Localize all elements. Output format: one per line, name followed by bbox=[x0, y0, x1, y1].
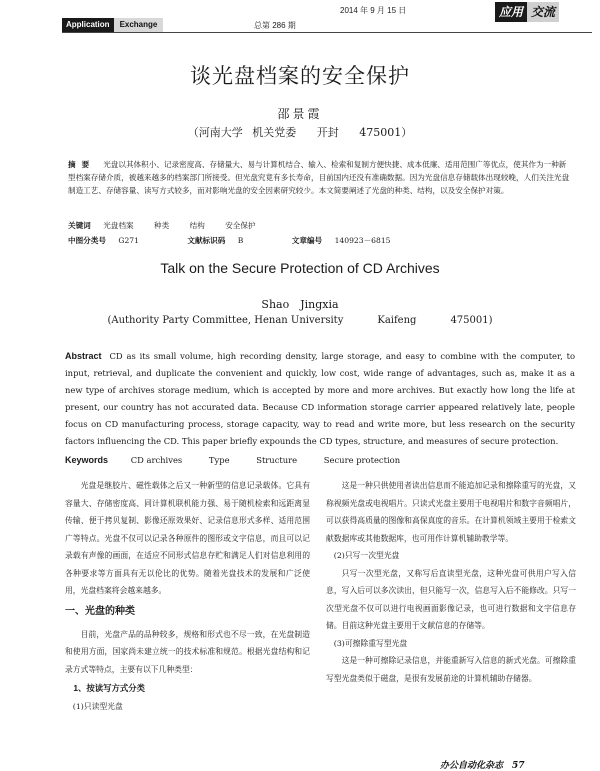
en-affiliation-city: Kaifeng bbox=[377, 315, 417, 326]
article-value: 140923－6815 bbox=[334, 236, 391, 245]
en-keyword: Structure bbox=[256, 455, 298, 465]
cn-affiliation: （河南大学 机关党委 开封 475001） bbox=[187, 126, 413, 139]
issue-number: 总第 286 期 bbox=[254, 21, 296, 30]
en-keyword: Secure protection bbox=[323, 455, 401, 465]
article-label: 文章编号 bbox=[291, 236, 323, 245]
en-affiliation-zip: 475001) bbox=[450, 315, 493, 326]
en-abstract bbox=[65, 348, 575, 451]
en-keywords bbox=[65, 455, 575, 465]
en-affiliation-org: (Authority Party Committee, Henan University bbox=[107, 315, 344, 326]
en-affiliation bbox=[0, 315, 600, 326]
en-title: Talk on the Secure Protection of CD Archives bbox=[160, 260, 440, 276]
cn-keywords-label: 关键词 bbox=[68, 221, 91, 230]
body-paragraph: 光盘是继胶片、磁性载体之后又一种新型的信息记录载体。它具有容量大、存储密度高、同计算机联机能力强、易于随机检索和远距离显传输、便于拷贝复制、影像还原效果好、记录信息形式多样、适用范围广等特点。光盘不仅可以记录各种原件的图形或文字信息，而且可以记录载有声像的画面，在适应不同形式信息存贮和满足人们对信息利用的各种要求等方面具有无以伦比的优势。随着光盘技术的发展和广泛使用，光盘档案将会越来越多。 bbox=[65, 481, 310, 595]
en-abstract-label: Abstract bbox=[65, 351, 102, 361]
en-abstract-text: CD as its small volume, high recording density, large storage, and easy to combine with the computer, to input, retrieval, and duplicate the convenient and quickly, low cost, wide range of advantages, such as, make it as a new type of archives storage medium, which is accepted by more and more archives. But exactly how long the life at present, our country has not accurated data. Because CD information storage carrier appeared relatively late, people focus on CD manufacturing process, storage capacity, way to read and write more, but less research on the security factors influencing the CD. This paper briefly expounds the CD types, structure, and measures of secure protection. bbox=[65, 351, 575, 447]
section-badge-b: 交流 bbox=[527, 2, 559, 22]
issue-date: 2014 年 9 月 15 日 bbox=[340, 6, 407, 15]
en-keyword: CD archives bbox=[130, 455, 183, 465]
page-footer: 办公自动化杂志 57 bbox=[440, 761, 525, 771]
cn-keyword: 结构 bbox=[189, 221, 205, 230]
en-keyword: Type bbox=[208, 455, 230, 465]
cn-keyword: 种类 bbox=[154, 221, 170, 230]
section-badge bbox=[495, 2, 595, 22]
section-badge-a: 应用 bbox=[495, 2, 527, 22]
cn-author: 邵景霞 bbox=[277, 107, 323, 121]
subsection-heading: 1、按读写方式分类 bbox=[73, 683, 146, 693]
cn-title: 谈光盘档案的安全保护 bbox=[190, 64, 410, 88]
cn-abstract-label: 摘要 bbox=[68, 160, 96, 169]
body-paragraph: 这是一种可擦除记录信息，并能重新写入信息的新式光盘。可擦除重写型光盘类似于磁盘，是很有发展前途的计算机辅助存储器。 bbox=[326, 656, 576, 683]
sub-heading: (1)只读型光盘 bbox=[72, 701, 123, 711]
body-left-column bbox=[65, 477, 310, 715]
cn-keyword: 光盘档案 bbox=[103, 221, 134, 230]
en-author: Shao Jingxia bbox=[261, 298, 339, 311]
sub-heading: (3)可擦除重写型光盘 bbox=[333, 638, 408, 648]
doccode-value: B bbox=[237, 236, 244, 245]
body-paragraph: 这是一种只供使用者读出信息而不能追加记录和擦除重写的光盘，又称视频光盘或电视唱片。只读式光盘主要用于电视唱片和数字音频唱片，可以获得高质量的图像和高保真度的音乐。在计算机领域主要用于检索文献数据库或其他数据库，也可用作计算机辅助教学等。 bbox=[326, 481, 576, 543]
header-brand bbox=[62, 18, 163, 32]
body-paragraph: 只写一次型光盘，又称写后直读型光盘，这种光盘可供用户写入信息，写入后可以多次读出，但只能写一次，信息写入后不能修改。只写一次型光盘不仅可以进行电视画面影像记录，也可进行数据和文字信息存储。目前这种光盘主要用于文献信息的存储等。 bbox=[326, 568, 576, 630]
class-label: 中图分类号 bbox=[68, 236, 106, 245]
cn-keyword: 安全保护 bbox=[225, 221, 256, 230]
header-rule bbox=[62, 32, 592, 33]
section-heading: 一、光盘的种类 bbox=[65, 605, 135, 617]
doccode-label: 文献标识码 bbox=[187, 236, 226, 245]
class-value: G271 bbox=[118, 236, 139, 245]
brand-exchange: Exchange bbox=[114, 18, 164, 32]
body-paragraph: 目前，光盘产品的品种较多，规格和形式也不尽一致，在光盘制造和使用方面，国家尚未建立统一的技术标准和规范。根据光盘结构和记录方式等特点，主要有以下几种类型： bbox=[65, 629, 310, 674]
cn-keywords bbox=[68, 219, 573, 232]
cn-abstract bbox=[68, 158, 573, 197]
cn-classification bbox=[68, 234, 573, 247]
sub-heading: (2)只写一次型光盘 bbox=[333, 551, 400, 560]
brand-application: Application bbox=[62, 18, 114, 32]
cn-abstract-text: 光盘以其体积小、记录密度高、存储量大、易与计算机结合、输入、检索和复制方便快捷、成本低廉、适用范围广等优点，使其作为一种新型档案存储介质，被越来越多的档案部门所接受。但光盘究竟有多长寿命，目前国内还没有准确数据。因为光盘信息存储载体出现较晚，人们关注光盘制造工艺、存储容量、读写方式较多，而对影响光盘的安全因素研究较少。本文简要阐述了光盘的种类、结构，以及安全保护对策。 bbox=[68, 160, 570, 195]
en-keywords-label: Keywords bbox=[65, 455, 109, 465]
body-right-column bbox=[326, 477, 576, 687]
